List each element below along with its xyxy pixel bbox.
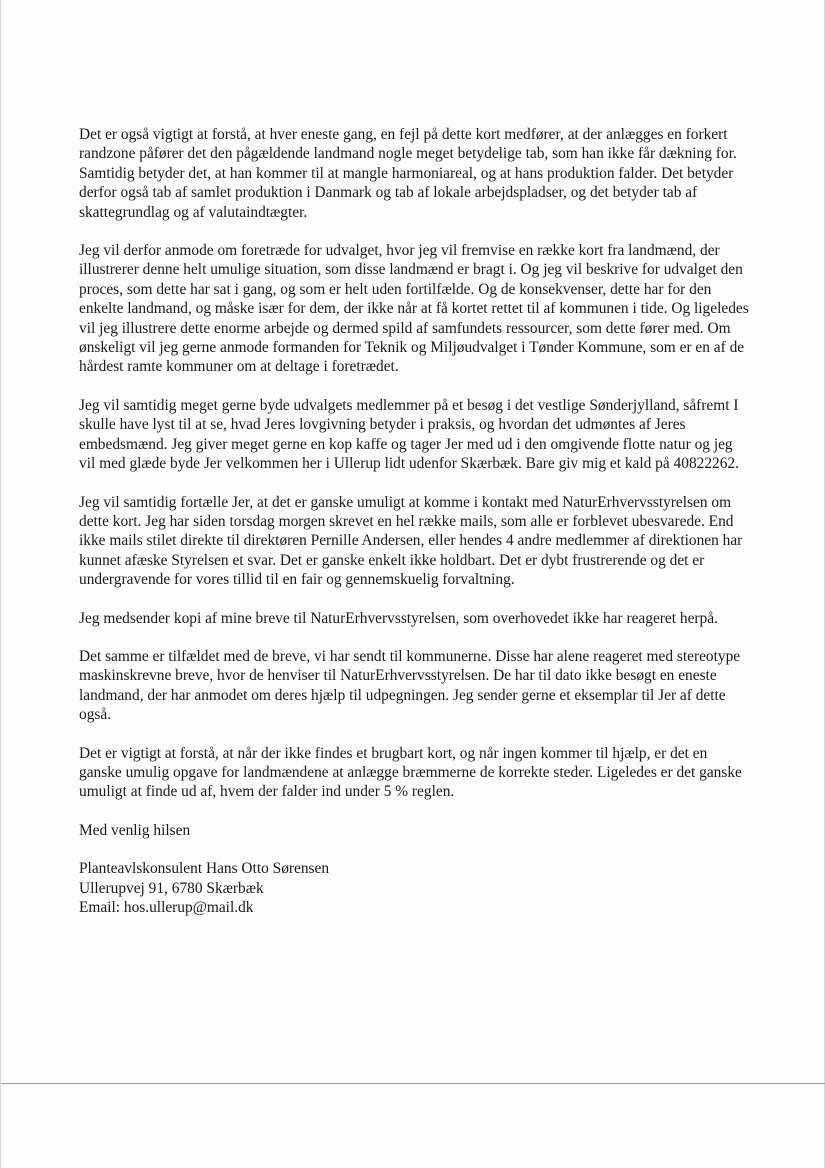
paragraph-3: Jeg vil samtidig meget gerne byde udvalgets medlemmer på et besøg i det vestlige Sønderjylland, såfremt I skulle have lyst til at se, hvad Jeres lovgivning betyder i praksis, og hvordan det udmøntes af Jeres embedsmænd. Jeg giver meget gerne en kop kaffe og tager Jer med ud i den omgivende flotte natur og jeg vil med glæde byde Jer velkommen her i Ullerup lidt udenfor Skærbæk. Bare giv mig et kald på 40822262. (79, 396, 739, 473)
letter-body (79, 125, 749, 917)
paragraph-2: Jeg vil derfor anmode om foretræde for udvalget, hvor jeg vil fremvise en række kort fra landmænd, der illustrerer denne helt umulige situation, som disse landmænd er bragt i. Og jeg vil beskrive for udvalget den proces, som dette har sat i gang, og som er helt uden fortilfælde. Og de konsekvenser, dette har for den enkelte landmand, og måske især for dem, der ikke når at få kortet rettet til af kommunen i tide. Og ligeledes vil jeg illustrere dette enorme arbejde og dermed spild af samfundets ressourcer, som dette fører med. Om ønskeligt vil jeg gerne anmode formanden for Teknik og Miljøudvalget i Tønder Kommune, som er en af de hårdest ramte kommuner om at deltage i foretrædet. (79, 242, 749, 376)
paragraph-5: Jeg medsender kopi af mine breve til NaturErhvervsstyrelsen, som overhovedet ikke har reageret herpå. (79, 609, 718, 627)
closing-greeting: Med venlig hilsen (79, 821, 191, 839)
signature-block (79, 859, 749, 917)
paragraph-4: Jeg vil samtidig fortælle Jer, at det er ganske umuligt at komme i kontakt med NaturErhvervsstyrelsen om dette kort. Jeg har siden torsdag morgen skrevet en hel række mails, som alle er forblevet ubesvarede. End ikke mails stilet direkte til direktøren Pernille Andersen, eller hendes 4 andre medlemmer af direktionen har kunnet afæske Styrelsen et svar. Det er ganske enkelt ikke holdbart. Det er dybt frustrerende og det er undergravende for vores tillid til en fair og gennemskuelig forvaltning. (79, 493, 743, 589)
paragraph-7: Det er vigtigt at forstå, at når der ikke findes et brugbart kort, og når ingen kommer til hjælp, er det en ganske umulig opgave for landmændene at anlægge bræmmerne de korrekte steder. Ligeledes er det ganske umuligt at finde ud af, hvem der falder ind under 5 % reglen. (79, 744, 742, 801)
signature-email: Email: hos.ullerup@mail.dk (79, 899, 254, 916)
paragraph-6: Det samme er tilfældet med de breve, vi har sendt til kommunerne. Disse har alene reageret med stereotype maskinskrevne breve, hvor de henviser til NaturErhvervsstyrelsen. De har til dato ikke besøgt en eneste landmand, der har anmodet om deres hjælp til udpegningen. Jeg sender gerne et eksemplar til Jer af dette også. (79, 647, 741, 724)
paragraph-1: Det er også vigtigt at forstå, at hver eneste gang, en fejl på dette kort medfører, at der anlægges en forkert randzone påfører det den pågældende landmand nogle meget betydelige tab, som han ikke får dækning for. Samtidig betyder det, at han kommer til at mangle harmoniareal, og at hans produktion falder. Det betyder derfor også tab af samlet produktion i Danmark og tab af lokale arbejdspladser, og det betyder tab af skattegrundlag og af valutaindtægter. (79, 126, 737, 221)
signature-name: Planteavlskonsulent Hans Otto Sørensen (79, 860, 330, 878)
page-divider-line (1, 1083, 825, 1084)
signature-address: Ullerupvej 91, 6780 Skærbæk (79, 879, 264, 897)
